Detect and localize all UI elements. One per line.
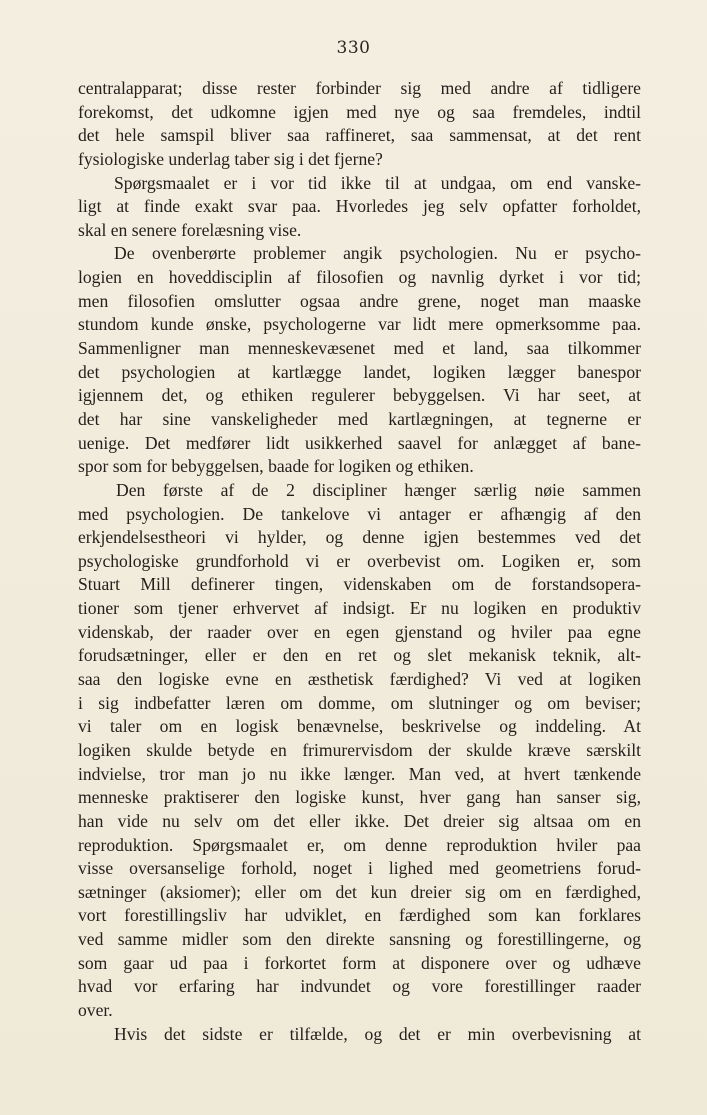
text-line: reproduktion. Spørgsmaalet er, om denne reproduktion hviler paa — [78, 834, 641, 855]
text-line: hvad vor erfaring har indvundet og vore forestillinger raader — [78, 976, 641, 997]
text-line: visse oversanselige forhold, noget i lighed med geometriens forud- — [78, 858, 641, 879]
text-line: men filosofien omslutter ogsaa andre grene, noget man maaske — [78, 290, 641, 311]
text-line: Stuart Mill definerer tingen, videnskaben om de forstandsopera- — [78, 574, 641, 595]
text-line: det hele samspil bliver saa raffineret, saa sammensat, at det rent — [78, 125, 641, 146]
text-line: uenige. Det medfører lidt usikkerhed saavel for anlægget af bane- — [78, 432, 641, 453]
text-line: spor som for bebyggelsen, baade for logiken og ethiken. — [78, 456, 474, 477]
text-line: fysiologiske underlag taber sig i det fjerne? — [78, 148, 383, 169]
text-line: menneske praktiserer den logiske kunst, hver gang han sanser sig, — [78, 787, 641, 808]
text-line: med psychologien. De tankelove vi antager er afhængig af den — [78, 503, 641, 524]
text-line: saa den logiske evne en æsthetisk færdighed? Vi ved at logiken — [78, 669, 641, 690]
text-line: forekomst, det udkomne igjen med nye og saa fremdeles, indtil — [78, 101, 641, 122]
text-line: indvielse, tror man jo nu ikke længer. Man ved, at hvert tænkende — [78, 763, 641, 784]
text-line: over. — [78, 999, 113, 1020]
body-text — [78, 77, 641, 1046]
text-line: tioner som tjener erhvervet af indsigt. Er nu logiken en produktiv — [78, 598, 641, 619]
text-line: ved samme midler som den direkte sansning og forestillingerne, og — [78, 929, 641, 950]
text-line: skal en senere forelæsning vise. — [78, 219, 302, 240]
text-line: logien en hoveddisciplin af filosofien og navnlig dyrket i vor tid; — [78, 267, 641, 288]
text-line: Hvis det sidste er tilfælde, og det er min overbevisning at — [114, 1023, 641, 1044]
text-line: Den første af de 2 discipliner hænger særlig nøie sammen — [116, 479, 641, 500]
text-line: De ovenberørte problemer angik psychologien. Nu er psycho- — [114, 243, 641, 264]
text-line: Sammenligner man menneskevæsenet med et land, saa tilkommer — [78, 338, 641, 359]
text-line: det har sine vanskeligheder med kartlægningen, at tegnerne er — [78, 408, 641, 429]
text-line: centralapparat; disse rester forbinder sig med andre af tidligere — [78, 78, 641, 98]
page-number: 330 — [336, 38, 371, 58]
text-line: logiken skulde betyde en frimurervisdom der skulde kræve særskilt — [78, 739, 641, 760]
text-line: forudsætninger, eller er den en ret og slet mekanisk teknik, alt- — [78, 645, 641, 666]
text-line: sætninger (aksiomer); eller om det kun dreier sig om en færdighed, — [78, 881, 641, 902]
text-line: erkjendelsestheori vi hylder, og denne igjen bestemmes ved det — [78, 527, 641, 548]
text-line: han vide nu selv om det eller ikke. Det dreier sig altsaa om en — [78, 810, 641, 831]
text-line: det psychologien at kartlægge landet, logiken lægger banespor — [78, 361, 641, 382]
text-line: igjennem det, og ethiken regulerer bebyggelsen. Vi har seet, at — [78, 385, 641, 406]
text-line: vi taler om en logisk benævnelse, beskrivelse og inddeling. At — [78, 716, 641, 737]
text-line: vort forestillingsliv har udviklet, en færdighed som kan forklares — [78, 905, 641, 926]
text-line: videnskab, der raader over en egen gjenstand og hviler paa egne — [78, 621, 641, 642]
text-line: stundom kunde ønske, psychologerne var lidt mere opmerksomme paa. — [78, 314, 641, 335]
text-line: som gaar ud paa i forkortet form at disponere over og udhæve — [78, 952, 641, 973]
text-line: Spørgsmaalet er i vor tid ikke til at undgaa, om end vanske- — [114, 172, 641, 193]
text-line: ligt at finde exakt svar paa. Hvorledes jeg selv opfatter forholdet, — [78, 196, 641, 217]
text-line: psychologiske grundforhold vi er overbevist om. Logiken er, som — [78, 550, 641, 571]
text-line: i sig indbefatter læren om domme, om slutninger og om beviser; — [78, 692, 641, 713]
